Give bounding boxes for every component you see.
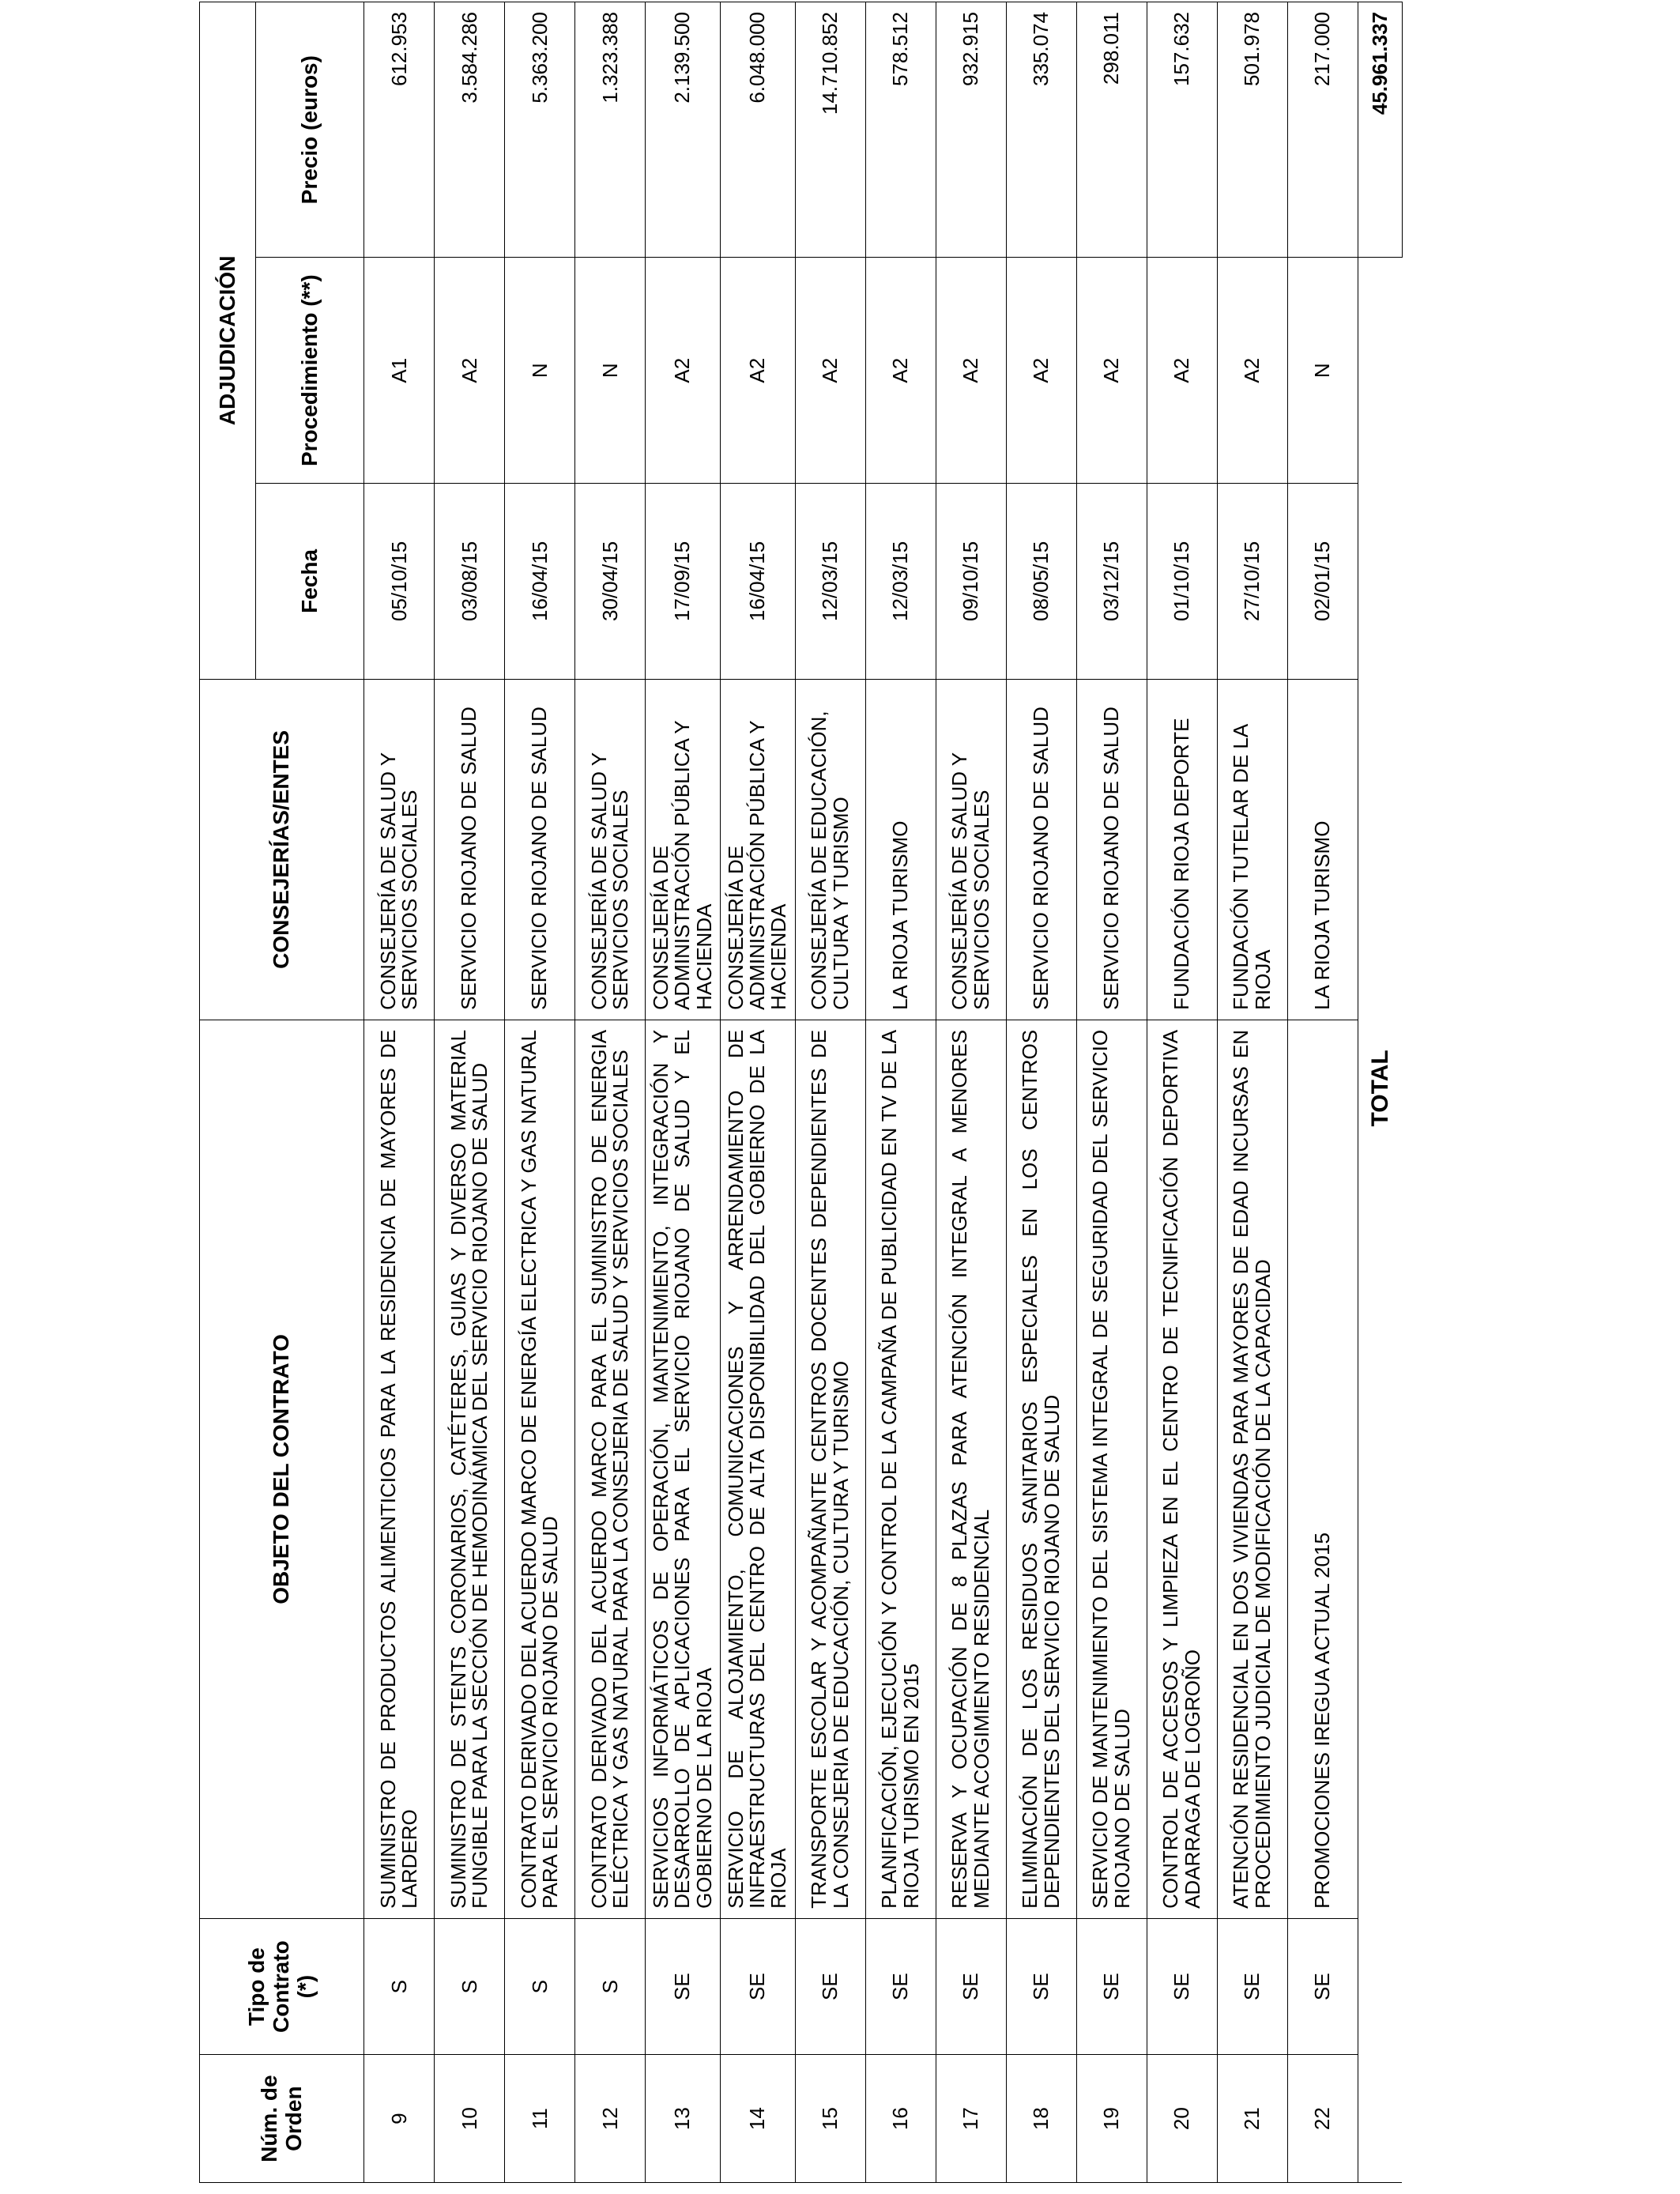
- row-ente: LA RIOJA TURISMO: [865, 679, 936, 1020]
- row-precio: 157.632: [1147, 2, 1217, 258]
- table-row: [505, 2, 575, 2183]
- table-row: [1076, 2, 1147, 2183]
- row-tipo: SE: [1006, 1918, 1076, 2054]
- row-tipo: SE: [936, 1918, 1006, 2054]
- row-num: 11: [505, 2055, 575, 2183]
- row-objeto: SUMINISTRO DE PRODUCTOS ALIMENTICIOS PARA LA RESIDENCIA DE MAYORES DE LARDERO: [364, 1020, 435, 1918]
- row-ente: SERVICIO RIOJANO DE SALUD: [1006, 679, 1076, 1020]
- row-fecha: 08/05/15: [1006, 483, 1076, 679]
- header-adjudicacion: ADJUDICACIÓN: [200, 2, 256, 680]
- row-ente: LA RIOJA TURISMO: [1287, 679, 1358, 1020]
- row-procedimiento: A2: [936, 258, 1006, 484]
- row-fecha: 16/04/15: [505, 483, 575, 679]
- row-precio: 335.074: [1006, 2, 1076, 258]
- row-fecha: 12/03/15: [795, 483, 865, 679]
- row-procedimiento: A2: [1006, 258, 1076, 484]
- table-row: [435, 2, 505, 2183]
- row-procedimiento: A2: [646, 258, 721, 484]
- row-objeto: CONTROL DE ACCESOS Y LIMPIEZA EN EL CENTRO DE TECNIFICACIÓN DEPORTIVA ADARRAGA DE LOGROÑO: [1147, 1020, 1217, 1918]
- row-tipo: S: [505, 1918, 575, 2054]
- row-tipo: SE: [795, 1918, 865, 2054]
- row-precio: 501.978: [1217, 2, 1287, 258]
- row-procedimiento: N: [1287, 258, 1358, 484]
- row-ente: CONSEJERÍA DE SALUD Y SERVICIOS SOCIALES: [364, 679, 435, 1020]
- row-objeto: CONTRATO DERIVADO DEL ACUERDO MARCO DE ENERGÍA ELECTRICA Y GAS NATURAL PARA EL SERVICIO RIOJANO DE SALUD: [505, 1020, 575, 1918]
- row-fecha: 30/04/15: [575, 483, 646, 679]
- row-ente: CONSEJERÍA DE SALUD Y SERVICIOS SOCIALES: [575, 679, 646, 1020]
- table-row: [1287, 2, 1358, 2183]
- row-ente: SERVICIO RIOJANO DE SALUD: [1076, 679, 1147, 1020]
- row-num: 17: [936, 2055, 1006, 2183]
- row-num: 14: [720, 2055, 795, 2183]
- header-fecha: Fecha: [256, 483, 364, 679]
- table-row: [936, 2, 1006, 2183]
- row-ente: CONSEJERÍA DE SALUD Y SERVICIOS SOCIALES: [936, 679, 1006, 1020]
- row-procedimiento: A2: [1076, 258, 1147, 484]
- row-procedimiento: A2: [435, 258, 505, 484]
- row-precio: 298.011: [1076, 2, 1147, 258]
- total-value: 45.961.337: [1358, 2, 1402, 258]
- row-objeto: ELIMINACIÓN DE LOS RESIDUOS SANITARIOS ESPECIALES EN LOS CENTROS DEPENDIENTES DEL SERVICIO RIOJANO DE SALUD: [1006, 1020, 1076, 1918]
- row-fecha: 09/10/15: [936, 483, 1006, 679]
- row-tipo: S: [435, 1918, 505, 2054]
- header-consejerias: CONSEJERÍAS/ENTES: [200, 679, 364, 1020]
- row-precio: 3.584.286: [435, 2, 505, 258]
- row-procedimiento: A2: [1147, 258, 1217, 484]
- row-objeto: RESERVA Y OCUPACIÓN DE 8 PLAZAS PARA ATENCIÓN INTEGRAL A MENORES MEDIANTE ACOGIMIENTO RESIDENCIAL: [936, 1020, 1006, 1918]
- row-fecha: 03/12/15: [1076, 483, 1147, 679]
- row-objeto: CONTRATO DERIVADO DEL ACUERDO MARCO PARA EL SUMINISTRO DE ENERGIA ELÉCTRICA Y GAS NATURAL PARA LA CONSEJERIA DE SALUD Y SERVICIOS SOCIALES: [575, 1020, 646, 1918]
- row-objeto: PLANIFICACIÓN, EJECUCIÓN Y CONTROL DE LA CAMPAÑA DE PUBLICIDAD EN TV DE LA RIOJA TURISMO EN 2015: [865, 1020, 936, 1918]
- row-num: 15: [795, 2055, 865, 2183]
- header-objeto: OBJETO DEL CONTRATO: [200, 1020, 364, 1918]
- row-ente: FUNDACIÓN TUTELAR DE LA RIOJA: [1217, 679, 1287, 1020]
- row-tipo: SE: [1076, 1918, 1147, 2054]
- row-procedimiento: A2: [795, 258, 865, 484]
- row-num: 9: [364, 2055, 435, 2183]
- row-objeto: SERVICIO DE MANTENIMIENTO DEL SISTEMA INTEGRAL DE SEGURIDAD DEL SERVICIO RIOJANO DE SALUD: [1076, 1020, 1147, 1918]
- row-fecha: 12/03/15: [865, 483, 936, 679]
- row-objeto: PROMOCIONES IREGUA ACTUAL 2015: [1287, 1020, 1358, 1918]
- table-row: [865, 2, 936, 2183]
- table-row: [364, 2, 435, 2183]
- row-tipo: SE: [720, 1918, 795, 2054]
- row-num: 12: [575, 2055, 646, 2183]
- row-procedimiento: A2: [720, 258, 795, 484]
- row-objeto: TRANSPORTE ESCOLAR Y ACOMPAÑANTE CENTROS DOCENTES DEPENDIENTES DE LA CONSEJERIA DE EDUCACIÓN, CULTURA Y TURISMO: [795, 1020, 865, 1918]
- table-row: [720, 2, 795, 2183]
- row-num: 22: [1287, 2055, 1358, 2183]
- row-precio: 217.000: [1287, 2, 1358, 258]
- row-tipo: SE: [646, 1918, 721, 2054]
- row-tipo: SE: [1217, 1918, 1287, 2054]
- row-num: 16: [865, 2055, 936, 2183]
- row-precio: 6.048.000: [720, 2, 795, 258]
- row-precio: 14.710.852: [795, 2, 865, 258]
- row-tipo: SE: [1147, 1918, 1217, 2054]
- row-fecha: 05/10/15: [364, 483, 435, 679]
- table-row: [575, 2, 646, 2183]
- table-row: [795, 2, 865, 2183]
- row-fecha: 02/01/15: [1287, 483, 1358, 679]
- row-ente: SERVICIO RIOJANO DE SALUD: [435, 679, 505, 1020]
- row-precio: 5.363.200: [505, 2, 575, 258]
- table-row: [1147, 2, 1217, 2183]
- row-precio: 2.139.500: [646, 2, 721, 258]
- table-row: [1217, 2, 1287, 2183]
- row-precio: 612.953: [364, 2, 435, 258]
- row-objeto: SERVICIO DE ALOJAMIENTO, COMUNICACIONES Y ARRENDAMIENTO DE INFRAESTRUCTURAS DEL CENTRO DE ALTA DISPONIBILIDAD DEL GOBIERNO DE LA RIOJA: [720, 1020, 795, 1918]
- total-row: [1358, 2, 1402, 2183]
- row-num: 18: [1006, 2055, 1076, 2183]
- header-procedimiento: Procedimiento (**): [256, 258, 364, 484]
- row-ente: CONSEJERÍA DE EDUCACIÓN, CULTURA Y TURISMO: [795, 679, 865, 1020]
- row-tipo: SE: [1287, 1918, 1358, 2054]
- row-ente: FUNDACIÓN RIOJA DEPORTE: [1147, 679, 1217, 1020]
- row-procedimiento: N: [505, 258, 575, 484]
- row-fecha: 01/10/15: [1147, 483, 1217, 679]
- row-procedimiento: A1: [364, 258, 435, 484]
- row-procedimiento: N: [575, 258, 646, 484]
- row-num: 13: [646, 2055, 721, 2183]
- row-ente: SERVICIO RIOJANO DE SALUD: [505, 679, 575, 1020]
- row-objeto: ATENCIÓN RESIDENCIAL EN DOS VIVIENDAS PARA MAYORES DE EDAD INCURSAS EN PROCEDIMIENTO JUDICIAL DE MODIFICACIÓN DE LA CAPACIDAD: [1217, 1020, 1287, 1918]
- row-precio: 1.323.388: [575, 2, 646, 258]
- row-tipo: S: [364, 1918, 435, 2054]
- row-num: 21: [1217, 2055, 1287, 2183]
- row-ente: CONSEJERÍA DE ADMINISTRACIÓN PÚBLICA Y HACIENDA: [646, 679, 721, 1020]
- table-row: [1006, 2, 1076, 2183]
- row-fecha: 27/10/15: [1217, 483, 1287, 679]
- header-precio: Precio (euros): [256, 2, 364, 258]
- row-num: 10: [435, 2055, 505, 2183]
- row-ente: CONSEJERÍA DE ADMINISTRACIÓN PÚBLICA Y HACIENDA: [720, 679, 795, 1020]
- total-label: TOTAL: [1366, 1050, 1393, 1127]
- row-fecha: 03/08/15: [435, 483, 505, 679]
- row-tipo: SE: [865, 1918, 936, 2054]
- header-tipo: Tipo de Contrato (*): [200, 1918, 364, 2054]
- row-num: 19: [1076, 2055, 1147, 2183]
- row-precio: 578.512: [865, 2, 936, 258]
- header-num: Núm. de Orden: [200, 2055, 364, 2183]
- row-fecha: 16/04/15: [720, 483, 795, 679]
- row-procedimiento: A2: [1217, 258, 1287, 484]
- contracts-table: [199, 2, 1403, 2183]
- row-num: 20: [1147, 2055, 1217, 2183]
- row-tipo: S: [575, 1918, 646, 2054]
- row-objeto: SUMINISTRO DE STENTS CORONARIOS, CATÉTERES, GUIAS Y DIVERSO MATERIAL FUNGIBLE PARA LA SECCIÓN DE HEMODINÁMICA DEL SERVICIO RIOJANO DE SALUD: [435, 1020, 505, 1918]
- row-precio: 932.915: [936, 2, 1006, 258]
- row-objeto: SERVICIOS INFORMÁTICOS DE OPERACIÓN, MANTENIMIENTO, INTEGRACIÓN Y DESARROLLO DE APLICACIONES PARA EL SERVICIO RIOJANO DE SALUD Y EL GOBIERNO DE LA RIOJA: [646, 1020, 721, 1918]
- row-procedimiento: A2: [865, 258, 936, 484]
- row-fecha: 17/09/15: [646, 483, 721, 679]
- table-row: [646, 2, 721, 2183]
